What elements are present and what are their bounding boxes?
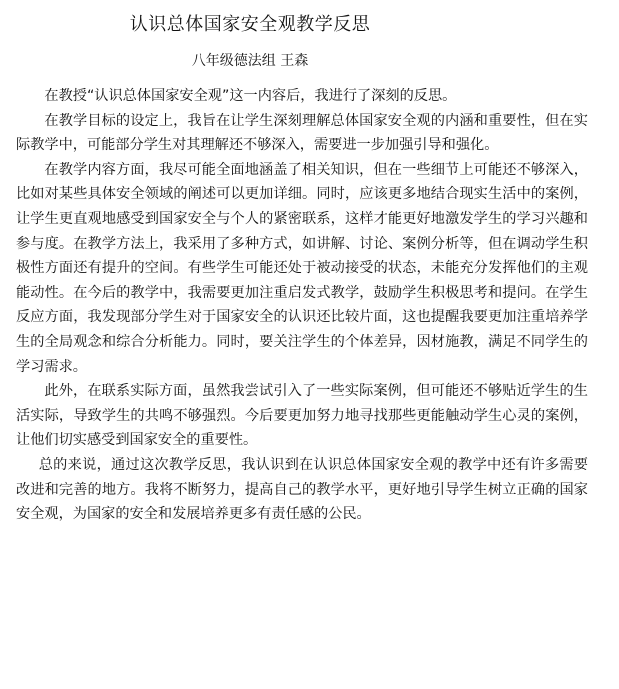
document-title: 认识总体国家安全观教学反思 — [129, 14, 371, 35]
paragraph: 在教授“认识总体国家安全观”这一内容后，我进行了深刻的反思。 — [44, 88, 457, 104]
document-body — [16, 84, 588, 527]
paragraph: 此外，在联系实际方面，虽然我尝试引入了一些实际案例，但可能还不够贴近学生的生活实际，导致学生的共鸣不够强烈。今后要更加努力地寻找那些更能触动学生心灵的案例，让他们切实感受到国家安全的重要性。 — [16, 383, 588, 449]
paragraph: 在教学目标的设定上，我旨在让学生深刻理解总体国家安全观的内涵和重要性，但在实际教学中，可能部分学生对其理解还不够深入，需要进一步加强引导和强化。 — [16, 112, 588, 154]
paragraph: 总的来说，通过这次教学反思，我认识到在认识总体国家安全观的教学中还有许多需要改进和完善的地方。我将不断努力，提高自己的教学水平，更好地引导学生树立正确的国家安全观，为国家的安全和发展培养更多有责任感的公民。 — [16, 456, 588, 523]
paragraph: 在教学内容方面，我尽可能全面地涵盖了相关知识，但在一些细节上可能还不够深入，比如对某些具体安全领域的阐述可以更加详细。同时，应该更多地结合现实生活中的案例，让学生更直观地感受到国家安全与个人的紧密联系，这样才能更好地激发学生的学习兴趣和参与度。在教学方法上，我采用了多种方式，如讲解、讨论、案例分析等，但在调动学生积极性方面还有提升的空间。有些学生可能还处于被动接受的状态，未能充分发挥他们的主观能动性。在今后的教学中，我需要更加注重启发式教学，鼓励学生积极思考和提问。在学生反应方面，我发现部分学生对于国家安全的认识还比较片面，这也提醒我要更加注重培养学生的全局观念和综合分析能力。同时，要关注学生的个体差异，因材施教，满足不同学生的学习需求。 — [16, 161, 588, 375]
document-author: 八年级德法组 王森 — [191, 53, 309, 69]
